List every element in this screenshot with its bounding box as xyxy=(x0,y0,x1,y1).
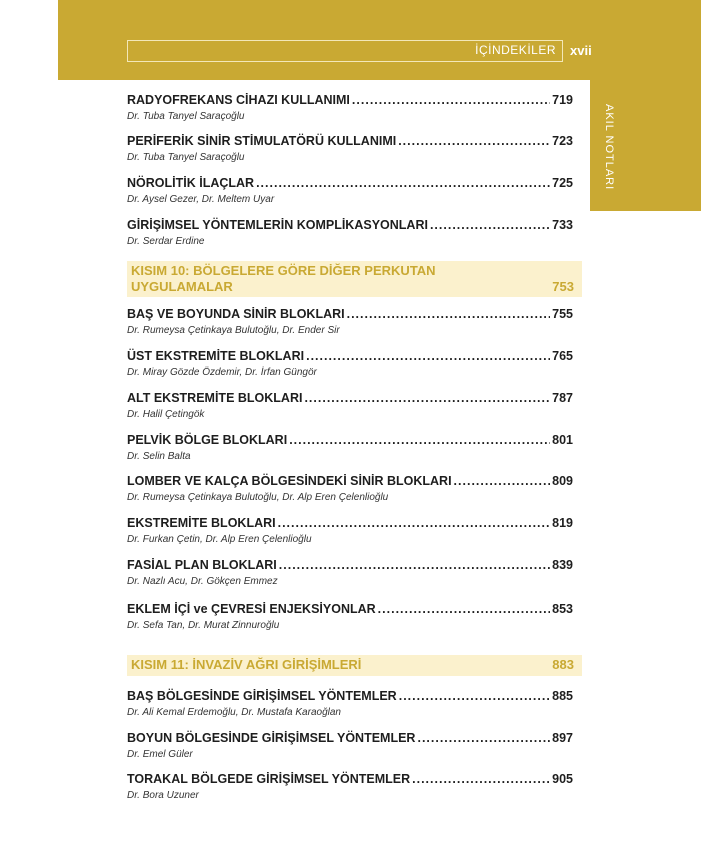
section-page: 883 xyxy=(552,657,574,672)
entry-title: NÖROLİTİK İLAÇLAR xyxy=(127,176,255,190)
entry-author: Dr. Tuba Tanyel Saraçoğlu xyxy=(127,111,245,122)
entry-title: PELVİK BÖLGE BLOKLARI xyxy=(127,433,288,447)
toc-entry[interactable] xyxy=(127,771,573,802)
dot-leader xyxy=(306,348,550,364)
entry-author: Dr. Miray Gözde Özdemir, Dr. İrfan Güngör xyxy=(127,367,317,378)
entry-author: Dr. Ali Kemal Erdemoğlu, Dr. Mustafa Karaoğlan xyxy=(127,707,341,718)
entry-title: GİRİŞİMSEL YÖNTEMLERİN KOMPLİKASYONLARI xyxy=(127,218,428,232)
entry-author: Dr. Rumeysa Çetinkaya Bulutoğlu, Dr. Alp Eren Çelenlioğlu xyxy=(127,492,389,503)
toc-entry[interactable] xyxy=(127,730,573,761)
entry-title: ÜST EKSTREMİTE BLOKLARI xyxy=(127,349,305,363)
entry-author: Dr. Emel Güler xyxy=(127,749,193,760)
toc-entry[interactable] xyxy=(127,175,573,206)
entry-page: 839 xyxy=(552,558,573,572)
entry-title: BOYUN BÖLGESİNDE GİRİŞİMSEL YÖNTEMLER xyxy=(127,731,416,745)
side-tab-label: AKIL NOTLARI xyxy=(603,104,615,191)
entry-title: BAŞ VE BOYUNDA SİNİR BLOKLARI xyxy=(127,307,345,321)
toc-entry[interactable] xyxy=(127,601,573,632)
section-title-line1: KISIM 10: BÖLGELERE GÖRE DİĞER PERKUTAN xyxy=(131,263,436,278)
toc-entry[interactable] xyxy=(127,473,573,504)
entry-author: Dr. Selin Balta xyxy=(127,451,191,462)
dot-leader xyxy=(454,473,551,489)
entry-page: 723 xyxy=(552,134,573,148)
toc-entry[interactable] xyxy=(127,217,573,248)
entry-author: Dr. Bora Uzuner xyxy=(127,790,199,801)
entry-page: 885 xyxy=(552,689,573,703)
entry-title: FASİAL PLAN BLOKLARI xyxy=(127,558,277,572)
entry-title: EKSTREMİTE BLOKLARI xyxy=(127,516,276,530)
toc-entry[interactable] xyxy=(127,92,573,123)
entry-author: Dr. Furkan Çetin, Dr. Alp Eren Çelenlioğlu xyxy=(127,534,312,545)
dot-leader xyxy=(278,515,551,531)
toc-entry[interactable] xyxy=(127,557,573,588)
entry-page: 897 xyxy=(552,731,573,745)
entry-title: EKLEM İÇİ ve ÇEVRESİ ENJEKSİYONLAR xyxy=(127,602,376,616)
entry-page: 801 xyxy=(552,433,573,447)
header-page-number: xvii xyxy=(570,43,592,58)
entry-title: ALT EKSTREMİTE BLOKLARI xyxy=(127,391,303,405)
dot-leader xyxy=(304,390,550,406)
entry-title: PERİFERİK SİNİR STİMULATÖRÜ KULLANIMI xyxy=(127,134,397,148)
dot-leader xyxy=(279,557,550,573)
section-title-line1: KISIM 11: İNVAZİV AĞRI GİRİŞİMLERİ xyxy=(131,657,362,672)
entry-page: 905 xyxy=(552,772,573,786)
dot-leader xyxy=(417,730,550,746)
entry-title: LOMBER VE KALÇA BÖLGESİNDEKİ SİNİR BLOKLARI xyxy=(127,474,452,488)
entry-page: 765 xyxy=(552,349,573,363)
entry-page: 733 xyxy=(552,218,573,232)
entry-page: 853 xyxy=(552,602,573,616)
toc-entry[interactable] xyxy=(127,515,573,546)
toc-entry[interactable] xyxy=(127,432,573,463)
dot-leader xyxy=(412,771,550,787)
entry-page: 787 xyxy=(552,391,573,405)
dot-leader xyxy=(398,133,550,149)
entry-page: 819 xyxy=(552,516,573,530)
entry-title: BAŞ BÖLGESİNDE GİRİŞİMSEL YÖNTEMLER xyxy=(127,689,397,703)
toc-entry[interactable] xyxy=(127,348,573,379)
dot-leader xyxy=(347,306,551,322)
section-page: 753 xyxy=(552,279,574,294)
dot-leader xyxy=(352,92,550,108)
entry-title: TORAKAL BÖLGEDE GİRİŞİMSEL YÖNTEMLER xyxy=(127,772,411,786)
entry-author: Dr. Sefa Tan, Dr. Murat Zinnuroğlu xyxy=(127,620,280,631)
dot-leader xyxy=(399,688,550,704)
entry-author: Dr. Tuba Tanyel Saraçoğlu xyxy=(127,152,245,163)
dot-leader xyxy=(378,601,550,617)
section-title-line2: UYGULAMALAR xyxy=(131,279,233,294)
toc-entry[interactable] xyxy=(127,688,573,719)
entry-author: Dr. Aysel Gezer, Dr. Meltem Uyar xyxy=(127,194,275,205)
header-box xyxy=(127,40,563,62)
entry-page: 755 xyxy=(552,307,573,321)
header-title: İÇİNDEKİLER xyxy=(475,43,556,57)
entry-author: Dr. Serdar Erdine xyxy=(127,236,205,247)
toc-entry[interactable] xyxy=(127,306,573,337)
dot-leader xyxy=(289,432,550,448)
entry-author: Dr. Rumeysa Çetinkaya Bulutoğlu, Dr. Ender Sir xyxy=(127,325,340,336)
entry-page: 719 xyxy=(552,93,573,107)
toc-entry[interactable] xyxy=(127,390,573,421)
entry-page: 809 xyxy=(552,474,573,488)
toc-entry[interactable] xyxy=(127,133,573,164)
section-heading-11[interactable] xyxy=(127,655,582,676)
entry-page: 725 xyxy=(552,176,573,190)
entry-author: Dr. Halil Çetingök xyxy=(127,409,205,420)
dot-leader xyxy=(256,175,550,191)
entry-title: RADYOFREKANS CİHAZI KULLANIMI xyxy=(127,93,350,107)
entry-author: Dr. Nazlı Acu, Dr. Gökçen Emmez xyxy=(127,576,278,587)
dot-leader xyxy=(430,217,550,233)
section-heading-10[interactable] xyxy=(127,261,582,297)
